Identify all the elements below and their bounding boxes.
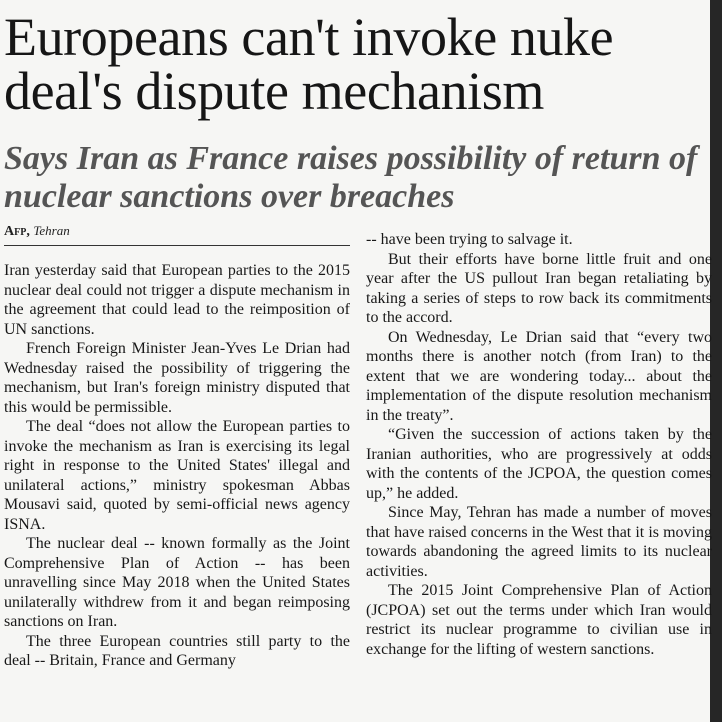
- paragraph: -- have been trying to salvage it.: [366, 231, 573, 248]
- paragraph: French Foreign Minister Jean-Yves Le Drian had Wednesday raised the possibility of triggering the mechanism, but Iran's foreign ministry disputed that this would be permissible.: [4, 340, 350, 416]
- paragraph: “Given the succession of actions taken by the Iranian authorities, who are progressively at odds with the contents of the JCPOA, the question comes up,” he added.: [366, 426, 712, 502]
- paragraph: On Wednesday, Le Drian said that “every two months there is another notch (from Iran) to the extent that we are wondering today... about the implementation of the dispute resolution mechanism in the treaty”.: [366, 328, 712, 424]
- paragraph: Iran yesterday said that European parties to the 2015 nuclear deal could not trigger a dispute mechanism in the agreement that could lead to the reimposition of UN sanctions.: [4, 262, 350, 338]
- byline-agency: Afp,: [4, 224, 30, 239]
- headline: Europeans can't invoke nuke deal's dispute mechanism: [4, 7, 614, 121]
- byline-divider: [4, 245, 350, 246]
- left-column: [4, 261, 350, 671]
- paragraph: The three European countries still party to the deal -- Britain, France and Germany: [4, 632, 350, 669]
- byline-place: Tehran: [33, 223, 70, 238]
- paragraph: The deal “does not allow the European parties to invoke the mechanism as Iran is exercising its legal right in response to the United States' illegal and unilateral actions,” ministry spokesman Abbas Mousavi said, quoted by semi-official news agency ISNA.: [4, 418, 350, 533]
- paragraph: The 2015 Joint Comprehensive Plan of Action (JCPOA) set out the terms under which Iran would restrict its nuclear programme to civilian use in exchange for the lifting of western sanctions.: [366, 582, 712, 658]
- paragraph: But their efforts have borne little fruit and one year after the US pullout Iran began retaliating by taking a series of steps to row back its commitments to the accord.: [366, 250, 712, 326]
- subheadline: Says Iran as France raises possibility of return of nuclear sanctions over breaches: [4, 140, 698, 215]
- paragraph: The nuclear deal -- known formally as the Joint Comprehensive Plan of Action -- has been unravelling since May 2018 when the United States unilaterally withdrew from it and began reimposing sanctions on Iran.: [4, 535, 350, 630]
- byline: [4, 223, 70, 240]
- paragraph: Since May, Tehran has made a number of moves that have raised concerns in the West that it is moving towards abandoning the agreed limits to its nuclear activities.: [366, 504, 712, 580]
- right-column: [366, 230, 712, 659]
